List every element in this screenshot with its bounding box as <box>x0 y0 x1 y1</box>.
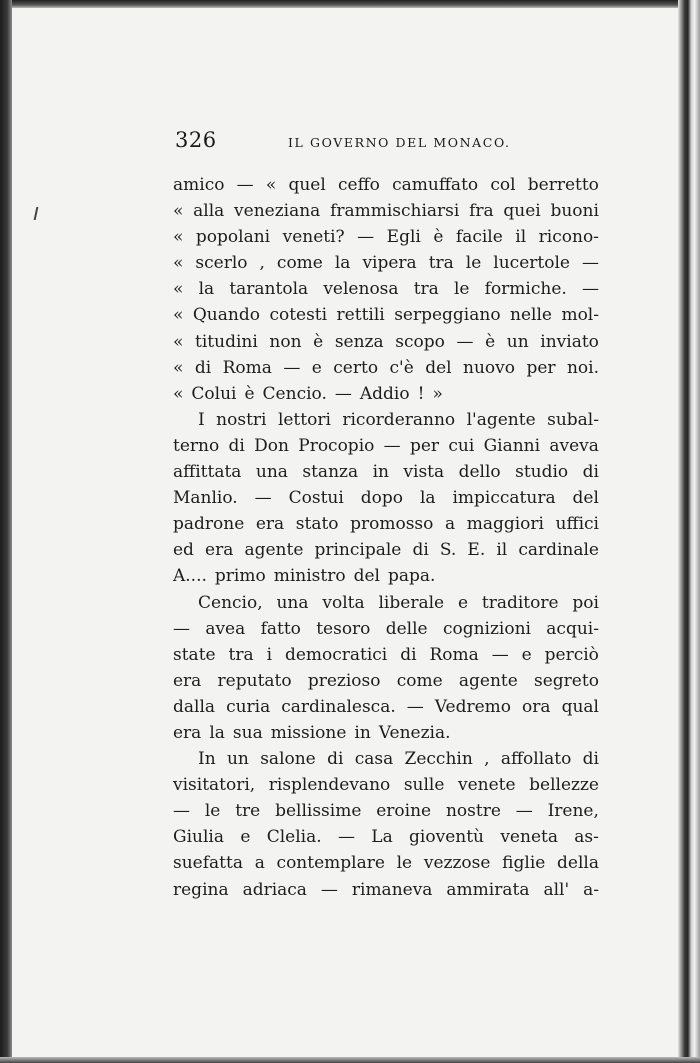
text-line: — le tre bellissime eroine nostre — Irene, <box>173 801 599 822</box>
text-line: Cencio, una volta liberale e traditore poi <box>198 592 599 613</box>
text-line: terno di Don Procopio — per cui Gianni aveva <box>173 435 599 456</box>
text-line: era reputato prezioso come agente segreto <box>173 670 599 691</box>
running-title: IL GOVERNO DEL MONACO. <box>288 135 511 150</box>
text-line: state tra i democratici di Roma — e perciò <box>173 644 599 665</box>
scan-edge-right <box>678 0 700 1063</box>
text-line: affittata una stanza in vista dello studio di <box>173 462 599 483</box>
text-line: dalla curia cardinalesca. — Vedremo ora qual <box>173 696 599 717</box>
text-line: suefatta a contemplare le vezzose figlie della <box>173 853 599 874</box>
text-line: Manlio. — Costui dopo la impiccatura del <box>173 488 599 509</box>
text-line: « Colui è Cencio. — Addio ! » <box>173 383 443 404</box>
text-line: « popolani veneti? — Egli è facile il ricono- <box>173 227 599 248</box>
text-line: visitatori, risplendevano sulle venete bellezze <box>173 775 599 796</box>
text-line: ed era agente principale di S. E. il cardinale <box>173 540 599 561</box>
text-line: « Quando cotesti rettili serpeggiano nelle mol- <box>173 305 599 326</box>
text-line: « titudini non è senza scopo — è un inviato <box>173 331 599 352</box>
scan-edge-top <box>0 0 700 8</box>
text-line: I nostri lettori ricorderanno l'agente subal- <box>198 409 599 430</box>
scan-edge-left <box>0 0 12 1063</box>
running-head <box>175 128 595 158</box>
text-line: padrone era stato promosso a maggiori uffici <box>173 514 599 535</box>
text-line: — avea fatto tesoro delle cognizioni acqui- <box>173 618 599 639</box>
text-line: « scerlo , come la vipera tra le lucertole — <box>173 253 599 274</box>
text-line: In un salone di casa Zecchin , affollato di <box>198 749 599 770</box>
stray-ink-mark <box>34 207 39 220</box>
text-line: « la tarantola velenosa tra le formiche. — <box>173 279 599 300</box>
text-line: Giulia e Clelia. — La gioventù veneta as- <box>173 827 599 848</box>
text-line: « di Roma — e certo c'è del nuovo per noi. <box>173 357 599 378</box>
text-line: A.... primo ministro del papa. <box>173 566 436 587</box>
text-line: « alla veneziana frammischiarsi fra quei buoni <box>173 201 599 222</box>
text-line: era la sua missione in Venezia. <box>173 722 451 743</box>
text-line: amico — « quel ceffo camuffato col berretto <box>173 175 599 195</box>
text-line: regina adriaca — rimaneva ammirata all' a- <box>173 879 599 900</box>
body-text <box>173 172 599 903</box>
scan-edge-bottom <box>0 1057 700 1063</box>
page-number: 326 <box>175 128 217 152</box>
